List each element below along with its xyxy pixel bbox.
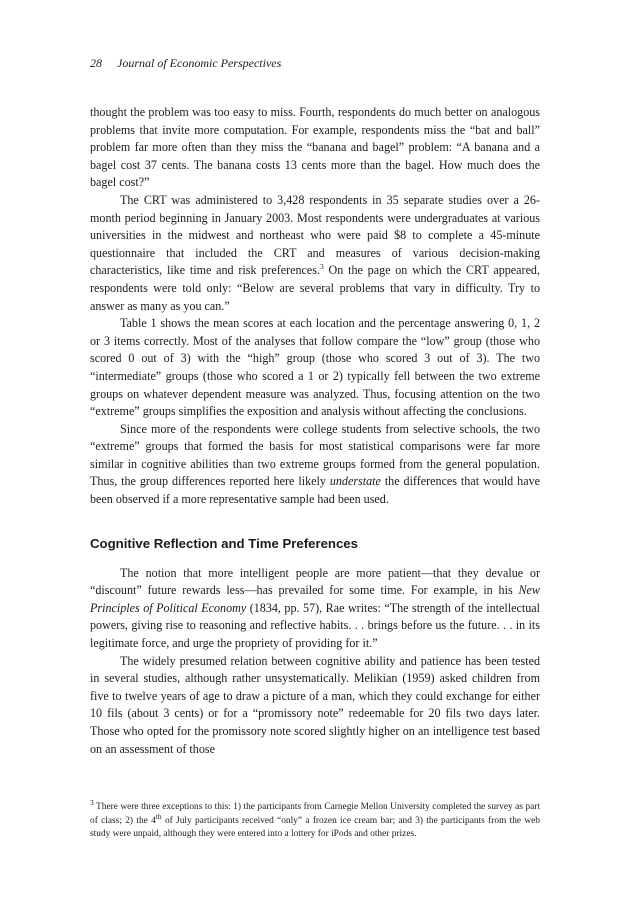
paragraph-table-description: Table 1 shows the mean scores at each location and the percentage answering 0, 1, 2 or 3 items correctly. Most of the analyses that follow compare the “low” group (those who scored 0 out of 3) with the “high” group (those who scored 3 out of 3). The two “intermediate” groups (those who scored a 1 or 2) typically fell between the two extreme groups on whatever dependent measure was analyzed. Thus, focusing attention on the two “extreme” groups simplifies the exposition and analysis without affecting the conclusions. bbox=[90, 316, 540, 419]
paragraph-sample-note: Since more of the respondents were college students from selective schools, the two “extreme” groups that formed the basis for most statistical comparisons were far more similar in cognitive abilities than two extreme groups formed from the general population. Thus, the group differences reported here likely understate the differences that would have been observed if a more representative sample had been used. bbox=[90, 421, 540, 507]
book-title: New Principles of Political Economy bbox=[90, 583, 540, 615]
footnote: $^3$ There were three exceptions to this: 1) the participants from Carnegie Mellon University completed the survey as part of class; 2) the 4th of July participants received “only” a frozen ice cream bar; and 3) the participants from the web study were unpaid, although they were entered into a lottery for iPods and other prizes. bbox=[90, 797, 540, 840]
paragraph-melikian-study: The widely presumed relation between cognitive ability and patience has been tested in several studies, although rather unsystematically. Melikian (1959) asked children from five to twelve years of age to draw a picture of a man, which they could exchange for either 10 fils (about 3 cents) or for a “promissory note” redeemable for 20 fils two days later. Those who opted for the promissory note scored slightly higher on an intelligence test based on an assessment of those bbox=[90, 653, 540, 756]
section-heading: Cognitive Reflection and Time Preferences bbox=[90, 535, 358, 551]
running-head bbox=[90, 56, 281, 71]
journal-title: Journal of Economic Perspectives bbox=[117, 56, 282, 70]
paragraph-continued: thought the problem was too easy to miss. Fourth, respondents do much better on analogous problems that invite more computation. For example, respondents miss the “bat and ball” problem far more often than they miss the “banana and bagel” problem: “A banana and a bagel cost 37 cents. The banana costs 13 cents more than the bagel. How much does the bagel cost?” bbox=[90, 105, 540, 190]
section-spacer bbox=[90, 509, 540, 535]
paragraph-crt-administration: The CRT was administered to 3,428 respondents in 35 separate studies over a 26-month period beginning in January 2003. Most respondents were undergraduates at various universities in the midwest and northeast who were paid $8 to complete a 45-minute questionnaire that included the CRT and measures of various decision-making characteristics, like time and risk preferences.$^3$ On the page on which the CRT appeared, respondents were told only: “Below are several problems that vary in difficulty. Try to answer as many as you can.” bbox=[90, 192, 541, 313]
footnote-reference: 3 bbox=[320, 262, 324, 272]
page-number: 28 bbox=[90, 56, 102, 70]
body-text bbox=[90, 104, 540, 758]
paragraph-patience-notion: The notion that more intelligent people are more patient—that they devalue or “discount” future rewards less—has prevailed for some time. For example, in his New Principles of Political Economy (1834, pp. 57), Rae writes: “The strength of the intellectual powers, giving rise to reasoning and reflective habits. . . brings before us the future. . . in its legitimate force, and urge the propriety of providing for it.” bbox=[90, 565, 540, 651]
paragraph-first-line: thought the problem was too easy to miss. Fourth, respondents do much better on bbox=[90, 105, 488, 119]
footnote-mark: 3 bbox=[90, 797, 94, 807]
emphasis-text: understate bbox=[329, 474, 381, 489]
